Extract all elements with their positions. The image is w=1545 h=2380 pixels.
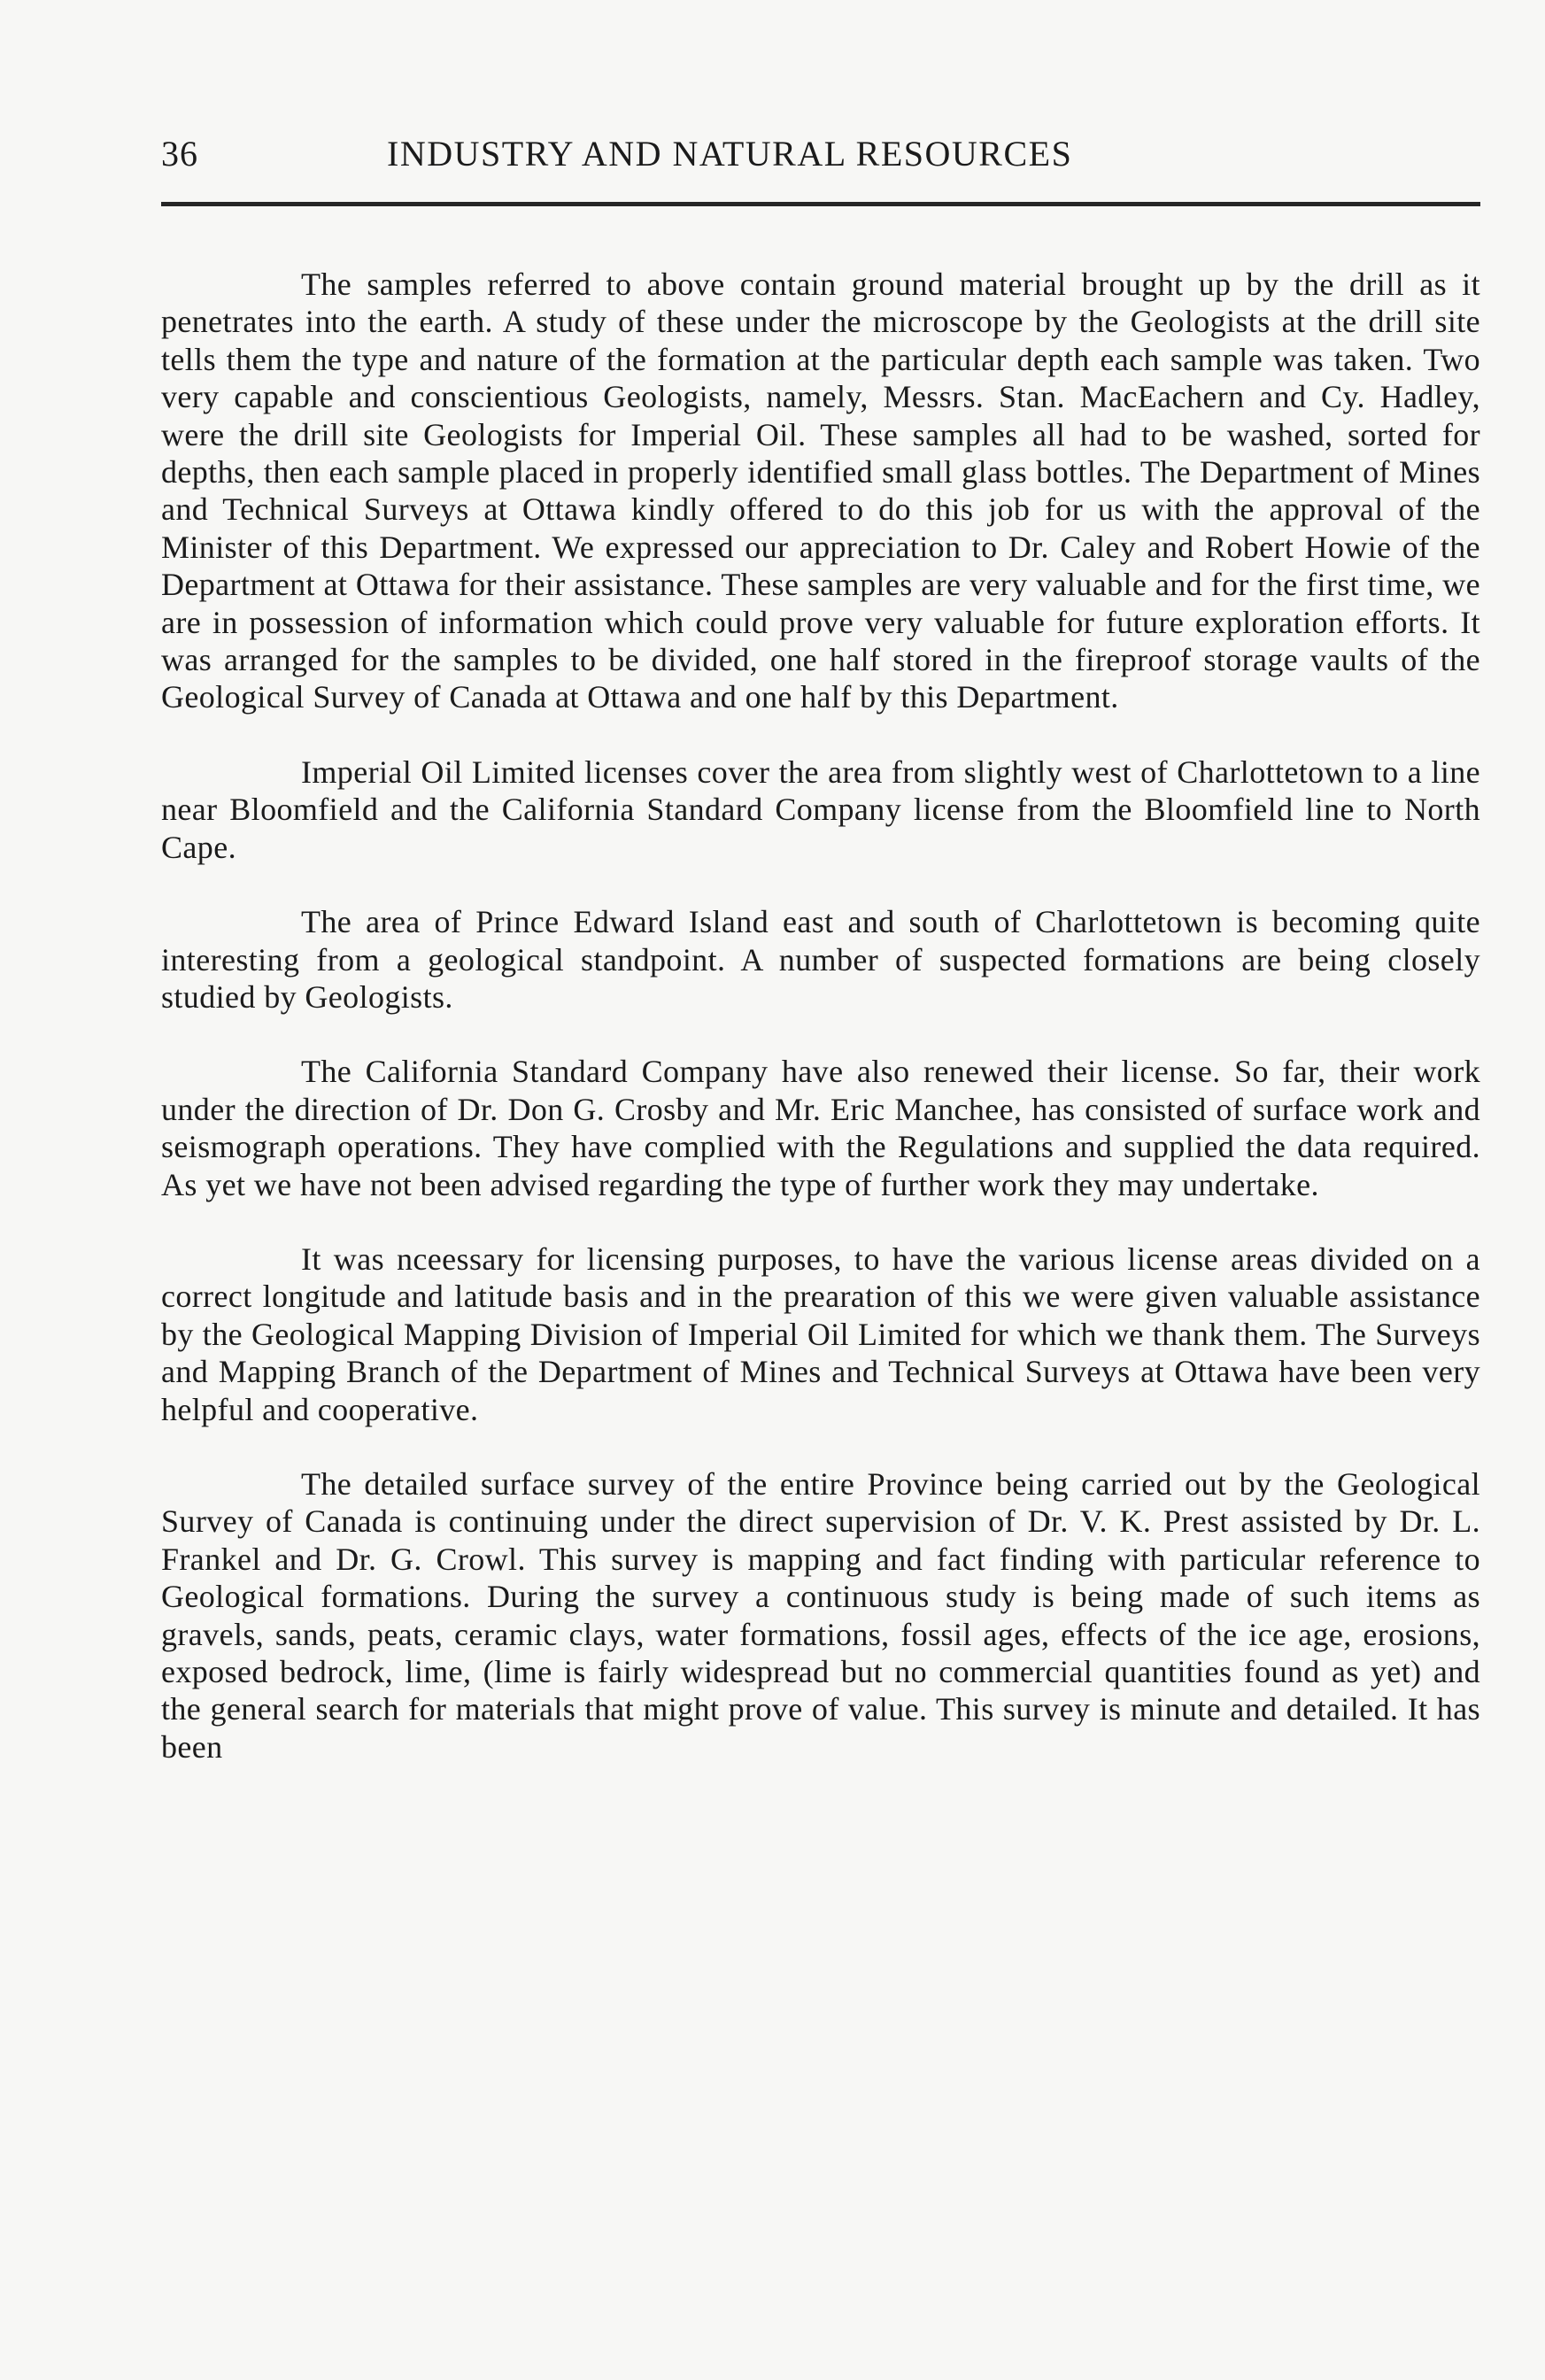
- paragraph-east-south-area: The area of Prince Edward Island east and south of Charlottetown is becoming quite interesting from a geological standpoint. A number of suspected formations are being closely studied by Geologists.: [161, 904, 1480, 1015]
- paragraph-drill-samples: The samples referred to above contain ground material brought up by the drill as it penetrates into the earth. A study of these under the microscope by the Geologists at the drill site tells them the type and nature of the formation at the particular depth each sample was taken. Two very capable and conscientious Geologists, namely, Messrs. Stan. MacEachern and Cy. Hadley, were the drill site Geologists for Imperial Oil. These samples all had to be washed, sorted for depths, then each sample placed in properly identified small glass bottles. The Department of Mines and Technical Surveys at Ottawa kindly offered to do this job for us with the approval of the Minister of this Department. We expressed our appreciation to Dr. Caley and Robert Howie of the Department at Ottawa for their assistance. These samples are very valuable and for the first time, we are in possession of information which could prove very valuable for future exploration efforts. It was arranged for the samples to be divided, one half stored in the fireproof storage vaults of the Geological Survey of Canada at Ottawa and one half by this Department.: [161, 267, 1480, 715]
- running-title: INDUSTRY AND NATURAL RESOURCES: [387, 134, 1073, 174]
- header-rule: [161, 202, 1480, 206]
- page-number: 36: [161, 134, 198, 174]
- paragraph-imperial-oil-licenses: Imperial Oil Limited licenses cover the area from slightly west of Charlottetown to a line near Bloomfield and the California Standard Company license from the Bloomfield line to North Cape.: [161, 753, 1480, 865]
- paragraph-california-standard: The California Standard Company have also renewed their license. So far, their work under the direction of Dr. Don G. Crosby and Mr. Eric Manchee, has consisted of surface work and seismograph operations. They have complied with the Regulations and supplied the data required. As yet we have not been advised regarding the type of further work they may undertake.: [161, 1054, 1480, 1202]
- paragraph-license-areas: It was nceessary for licensing purposes, to have the various license areas divided on a correct longitude and latitude basis and in the prearation of this we were given valuable assistance by the Geological Mapping Division of Imperial Oil Limited for which we thank them. The Surveys and Mapping Branch of the Department of Mines and Technical Surveys at Ottawa have been very helpful and cooperative.: [161, 1240, 1480, 1427]
- running-header: [161, 133, 1480, 186]
- body-text: [161, 266, 1480, 1803]
- paragraph-surface-survey: The detailed surface survey of the entire Province being carried out by the Geological Survey of Canada is continuing under the direct supervision of Dr. V. K. Prest assisted by Dr. L. Frankel and Dr. G. Crowl. This survey is mapping and fact finding with particular reference to Geological formations. During the survey a continuous study is being made of such items as gravels, sands, peats, ceramic clays, water formations, fossil ages, effects of the ice age, erosions, exposed bedrock, lime, (lime is fairly widespread but no commercial quantities found as yet) and the general search for materials that might prove of value. This survey is minute and detailed. It has been: [161, 1465, 1480, 1765]
